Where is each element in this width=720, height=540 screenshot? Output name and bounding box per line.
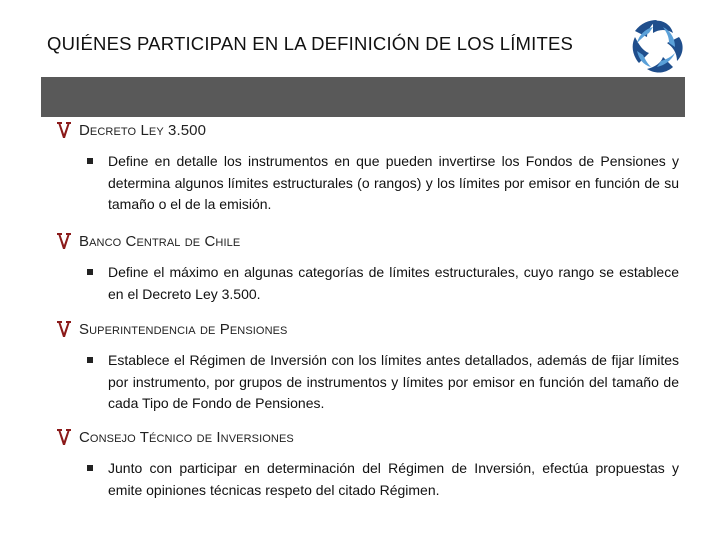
square-bullet-icon: [87, 158, 93, 164]
section-heading-label: Decreto Ley 3.500: [79, 121, 207, 139]
list-item: [87, 458, 685, 501]
section-consejo-tecnico: [55, 427, 685, 501]
red-bracket-marker-icon: [55, 231, 73, 251]
section-banco-central: [55, 231, 685, 305]
section-heading-label: Consejo Técnico de Inversiones: [79, 428, 294, 446]
red-bracket-marker-icon: [55, 319, 73, 339]
list-item: [87, 350, 685, 415]
section-heading: [55, 427, 685, 447]
bullet-text: Define el máximo en algunas categorías de límites estructurales, cuyo rango se establece en el Decreto Ley 3.500.: [108, 264, 679, 302]
red-bracket-marker-icon: [55, 120, 73, 140]
section-heading-label: Banco Central de Chile: [79, 232, 241, 250]
bullet-text: Junto con participar en determinación del Régimen de Inversión, efectúa propuestas y emite opiniones técnicas respeto del citado Régimen.: [108, 460, 679, 498]
section-superintendencia: [55, 319, 685, 415]
square-bullet-icon: [87, 465, 93, 471]
list-item: [87, 262, 685, 305]
hands-circle-logo-icon: [626, 18, 688, 76]
bullet-text: Define en detalle los instrumentos en que pueden invertirse los Fondos de Pensiones y determina algunos límites estructurales (o rangos) y los límites por emisor en función de su tamaño o el de la emisión.: [108, 153, 679, 212]
red-bracket-marker-icon: [55, 427, 73, 447]
section-heading-label: Superintendencia de Pensiones: [79, 320, 288, 338]
bullet-text: Establece el Régimen de Inversión con los límites antes detallados, además de fijar límites por instrumento, por grupos de instrumentos y límites por emisor en función del tamaño de cada Tipo de Fondo de Pensiones.: [108, 352, 679, 411]
square-bullet-icon: [87, 357, 93, 363]
list-item: [87, 151, 685, 216]
square-bullet-icon: [87, 269, 93, 275]
title-divider-band: [41, 77, 685, 117]
section-decreto-ley: [55, 120, 685, 216]
section-heading: [55, 231, 685, 251]
section-heading: [55, 120, 685, 140]
section-heading: [55, 319, 685, 339]
page-title: QUIÉNES PARTICIPAN EN LA DEFINICIÓN DE LOS LÍMITES: [47, 33, 574, 54]
